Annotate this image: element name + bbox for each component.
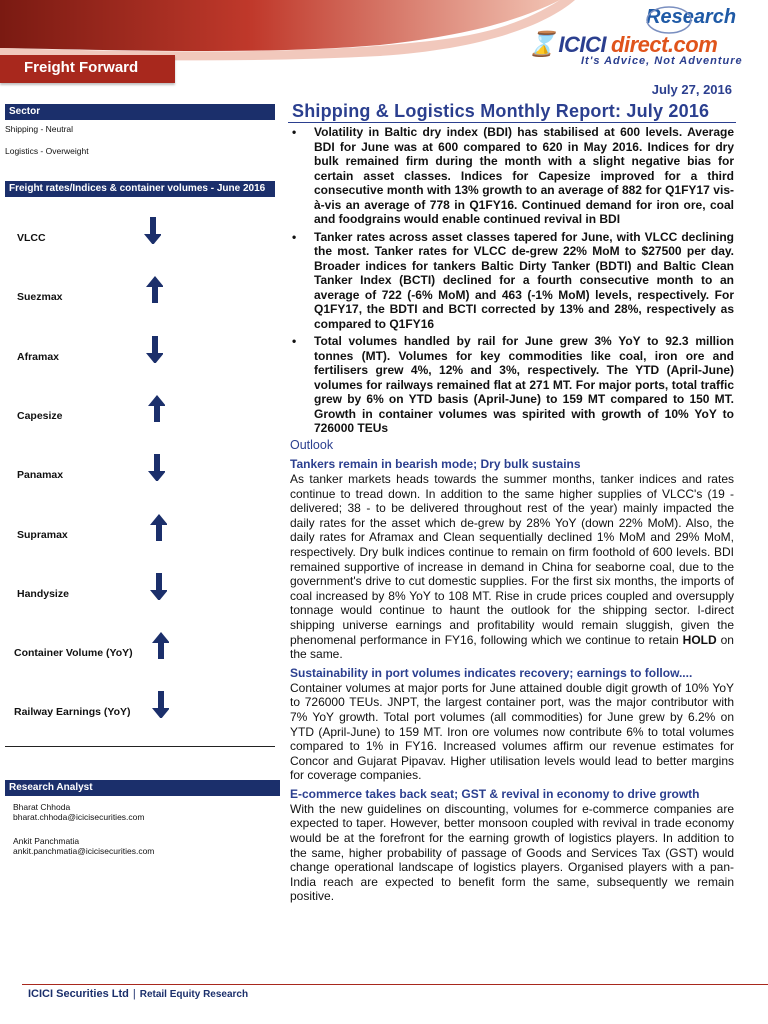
analyst-email[interactable]: bharat.chhoda@icicisecurities.com <box>13 812 145 822</box>
footer-company: ICICI Securities Ltd <box>28 988 129 1000</box>
indicator-row <box>5 517 275 557</box>
indicator-label: Railway Earnings (YoY) <box>14 706 131 719</box>
footer-rule <box>22 984 768 985</box>
indicator-row <box>5 339 275 379</box>
logo-brand: ⌛ICICI direct.com <box>527 31 718 58</box>
sidebar-divider <box>5 746 275 747</box>
indicator-label: Suezmax <box>17 291 63 304</box>
arrow-up-icon <box>149 513 167 541</box>
indicator-row <box>5 694 275 734</box>
section-heading: E-commerce takes back seat; GST & revival in economy to drive growth <box>290 786 700 801</box>
sidebar <box>5 104 275 197</box>
footer-division: Retail Equity Research <box>139 989 249 1000</box>
indicator-label: Supramax <box>17 528 68 541</box>
arrow-up-icon <box>151 631 169 659</box>
indicator-label: Panamax <box>17 469 64 482</box>
indicator-row <box>5 457 275 497</box>
section-text: As tanker markets heads towards the summer months, tanker indices and rates continue to tread down. In addition to the same higher supplies of VLCC's (19 - delivered; 38 - to be delivered throughout rest of the year) mainly impacted the daily rates for the asset which de-grew by 28% YoY (down 22% MoM). Also, the daily rates for Aframax and Clean sequentially declined 1% MoM and 29% MoM, respectively. Dry bulk indices continue to remain on firm foothold of 600 levels. BDI remained supportive of increase in demand in China for seaborne coal, due to the government's drive to cut domestic supplies. For the first six months, the imports of coal increased by 8% YoY to 108 MT. Rise in crude prices coupled and oversupply tonnage would continue to haunt the outlook for the shipping sector. I-direct shipping universe earnings and profitability would remain sluggish, given the phenomenal performance in FY16, following which we continue to retain HOLD on the same. <box>290 472 734 662</box>
sector-item: Shipping - Neutral <box>5 124 74 134</box>
freight-heading: Freight rates/Indices & container volumes - June 2016 <box>5 181 275 197</box>
logo-i-icon: ⌛ <box>527 31 557 58</box>
sector-heading: Sector <box>5 104 275 120</box>
arrow-down-icon <box>145 335 163 363</box>
indicator-row <box>5 220 275 260</box>
summary-bullets <box>288 125 734 439</box>
analyst-block <box>5 802 280 856</box>
indicator-row <box>5 576 275 616</box>
analyst-heading: Research Analyst <box>5 780 280 796</box>
indicator-label: Capesize <box>17 409 63 422</box>
banner <box>0 55 175 83</box>
indicator-label: Handysize <box>17 587 69 600</box>
indicator-label: VLCC <box>17 232 46 244</box>
indicator-row <box>5 635 275 675</box>
arrow-down-icon <box>149 572 167 600</box>
bullet-item: • Tanker rates across asset classes tapered for June, with VLCC declining the most. Tanker rates for VLCC de-grew 22% MoM to $27500 per day. Broader indices for tankers Baltic Dirty Tanker (BDTI) and Baltic Clean Tanker Index (BCTI) declined for a fourth consecutive month to an average of 722 (-6% MoM) and 463 (-1% MoM) levels, respectively. For Q1FY17, the BDTI and BCTI corrected by 13% and 28%, respectively as compared to Q1FY16 <box>288 230 734 332</box>
outlook-section <box>290 438 734 904</box>
section-text: Container volumes at major ports for June attained double digit growth of 10% YoY to 726000 TEUs. JNPT, the largest container port, was the major contributor with 7% YoY growth. Total port volumes (all commodities) for June grew by 6.2% on YTD (April-June) to 159 MT. Iron ore volumes now contribute 6% to total volumes compared to 1% in FY16. Increased volumes affirm our revenue estimates for Concor and Gujarat Pipavav. Higher utilisation levels would lead to better margins for coverage companies. <box>290 680 734 783</box>
section-text: With the new guidelines on discounting, volumes for e-commerce companies are expected to taper. However, better monsoon coupled with revival in trade economy would be at the forefront for the earning growth of logistics players. In addition to the same, higher probability of passage of Goods and Services Tax (GST) would change operational landscape of logistics players. Organised players with a pan-India reach are expected to benefit form the same, subsequently we remain positive. <box>290 801 734 904</box>
section-heading: Sustainability in port volumes indicates recovery; earnings to follow.... <box>290 665 693 680</box>
logo-tagline: It's Advice, Not Adventure <box>581 55 743 67</box>
logo-research: Research <box>646 6 737 28</box>
outlook-label: Outlook <box>290 438 334 452</box>
footer <box>28 988 248 1000</box>
bullet-item: • Total volumes handled by rail for June grew 3% YoY to 92.3 million tonnes (MT). Volumes for key commodities like coal, iron ore and fertilisers grew 4%, 12% and 3%, respectively. The YTD (April-June) volumes for railways remained flat at 271 MT. For major ports, total traffic grew by 6% on YTD basis (April-June) to 159 MT compared to 150 MT. Growth in container volumes was spirited with growth of 10% YoY to 726000 TEUs <box>288 334 734 436</box>
footer-separator: | <box>132 988 136 1000</box>
analyst-name: Ankit Panchmatia <box>13 836 80 846</box>
report-title: Shipping & Logistics Monthly Report: July 2016 <box>292 101 710 121</box>
arrow-up-icon <box>147 394 165 422</box>
arrow-down-icon <box>147 453 165 481</box>
arrow-down-icon <box>151 690 169 718</box>
arrow-down-icon <box>143 216 161 244</box>
analyst-name: Bharat Chhoda <box>13 802 71 812</box>
section-heading: Tankers remain in bearish mode; Dry bulk sustains <box>290 457 581 471</box>
indicator-label: Container Volume (YoY) <box>14 647 133 660</box>
bullet-item: • Volatility in Baltic dry index (BDI) has stabilised at 600 levels. Average BDI for June was at 600 compared to 620 in May 2016. Indices for dry bulk remained firm during the month with a slight negative bias for certain asset classes. Indices for Capesize improved for a third consecutive month with 13% growth to an average of 882 for Q1FY17 vis-à-vis an average of 778 in Q1FY16. Continued demand for iron ore, coal and foodgrains would enable continued revival in BDI <box>288 125 734 227</box>
analyst-email[interactable]: ankit.panchmatia@icicisecurities.com <box>13 846 155 856</box>
banner-title: Freight Forward <box>24 59 139 76</box>
rating-badge: HOLD <box>682 632 717 647</box>
indicator-row <box>5 279 275 319</box>
indicator-row <box>5 398 275 438</box>
arrow-up-icon <box>145 275 163 303</box>
sector-item: Logistics - Overweight <box>5 146 89 156</box>
title-rule <box>288 122 736 123</box>
analyst-section <box>5 780 280 856</box>
report-date: July 27, 2016 <box>651 82 732 97</box>
indicator-label: Aframax <box>17 350 60 363</box>
